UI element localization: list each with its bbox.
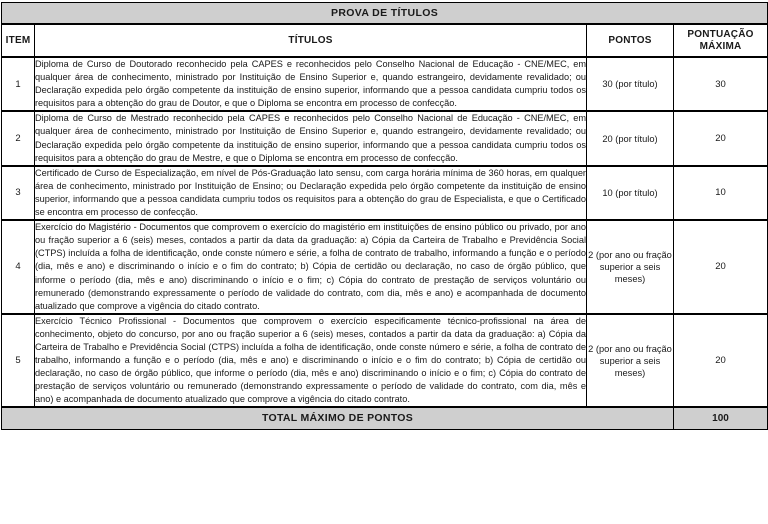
row-item-number: 2	[2, 111, 35, 165]
row-pontuacao-maxima-value: 20	[674, 111, 768, 165]
row-pontos-value: 2 (por ano ou fração superior a seis meses)	[587, 220, 674, 314]
row-titulo-text: Certificado de Curso de Especialização, em nível de Pós-Graduação lato sensu, com carga horária mínima de 360 horas, em qualquer área de conhecimento, ministrado por Instituição de Ensino; ou Declaração expedida pelo órgão competente da instituição de ensino superior, informando que a pessoa candidata cumpriu todos os requisitos para a obtenção do grau de Especialista, e que o Certificado se encontra em processo de confecção.	[35, 166, 587, 220]
table-total-row	[2, 407, 768, 430]
row-pontuacao-maxima-value: 20	[674, 314, 768, 408]
row-pontos-value: 30 (por título)	[587, 57, 674, 111]
table-banner-row	[2, 3, 768, 25]
column-header-pontos: PONTOS	[587, 24, 674, 57]
page-title: PROVA DE TÍTULOS	[2, 3, 768, 25]
prova-de-titulos-table	[1, 2, 768, 430]
table-row	[2, 220, 768, 314]
row-titulo-text: Diploma de Curso de Mestrado reconhecido pela CAPES e reconhecidos pelo Conselho Nacional de Educação - CNE/MEC, em qualquer área de conhecimento, ministrado por Instituição de Ensino Superior e, quando estrangeiro, devidamente revalidado; ou Declaração expedida pelo órgão competente da instituição de ensino superior, informando que a pessoa candidata cumpriu todos os requisitos para a obtenção do grau de Mestre, e que o Diploma se encontra em processo de confecção.	[35, 111, 587, 165]
row-pontuacao-maxima-value: 10	[674, 166, 768, 220]
row-titulo-text: Diploma de Curso de Doutorado reconhecido pela CAPES e reconhecidos pelo Conselho Nacional de Educação - CNE/MEC, em qualquer área de conhecimento, ministrado por Instituição de Ensino Superior e, quando estrangeiro, devidamente revalidado; ou Declaração expedida pelo órgão competente da instituição de ensino superior, informando que a pessoa candidata cumpriu todos os requisitos para a obtenção do grau de Doutor, e que o Diploma se encontra em processo de confecção.	[35, 57, 587, 111]
row-pontos-value: 2 (por ano ou fração superior a seis meses)	[587, 314, 674, 408]
column-header-item: ITEM	[2, 24, 35, 57]
row-pontuacao-maxima-value: 20	[674, 220, 768, 314]
row-item-number: 3	[2, 166, 35, 220]
row-titulo-text: Exercício do Magistério - Documentos que comprovem o exercício do magistério em instituições de ensino público ou privado, por ano ou fração superior a 6 (seis) meses, contados a partir da data da graduação: a) Cópia da Carteira de Trabalho e Previdência Social (CTPS) incluída a folha de identificação, onde conste número e série, a folha de contrato de trabalho, informando a função e o período (dia, mês e ano) e discriminando o início e o fim do contrato; b) Cópia de certidão ou declaração, no caso de órgão público, que informe o período (dia, mês e ano) discriminando o início e o fim; c) Cópia do contrato de prestação de serviços voluntário ou remunerado (demonstrando expressamente o período de validade do contrato, com dia, mês e ano) e acompanhada de documento atualizado que comprove a vigência do citado contrato.	[35, 220, 587, 314]
column-header-pontuacao-maxima	[674, 24, 768, 57]
row-titulo-text: Exercício Técnico Profissional - Documentos que comprovem o exercício especificamente técnico-profissional na área de conhecimento, objeto do concurso, por ano ou fração superior a 6 (seis) meses, contados a partir da data da graduação: a) Cópia da Carteira de Trabalho e Previdência Social (CTPS) incluída a folha de identificação, onde conste número e série, a folha de contrato de trabalho, informando a função e o período (dia, mês e ano) e discriminando o início e o fim do contrato; b) Cópia de certidão ou declaração, no caso de órgão público, que informe o período (dia, mês e ano) discriminando o início e o fim; c) Cópia do contrato de prestação de serviços voluntário ou remunerado (demonstrando expressamente o período de validade do contrato, com dia, mês e ano) e acompanhada de documento atualizado que comprove a vigência do citado contrato.	[35, 314, 587, 408]
table-header-row	[2, 24, 768, 57]
row-item-number: 5	[2, 314, 35, 408]
row-item-number: 4	[2, 220, 35, 314]
row-pontos-value: 20 (por título)	[587, 111, 674, 165]
table-row	[2, 166, 768, 220]
column-header-titulos: TÍTULOS	[35, 24, 587, 57]
table-row	[2, 111, 768, 165]
row-pontuacao-maxima-value: 30	[674, 57, 768, 111]
table-row	[2, 57, 768, 111]
column-header-pontuacao-maxima-line1: PONTUAÇÃO	[687, 29, 754, 40]
row-pontos-value: 10 (por título)	[587, 166, 674, 220]
total-label: TOTAL MÁXIMO DE PONTOS	[2, 407, 674, 430]
column-header-pontuacao-maxima-line2: MÁXIMA	[699, 40, 742, 52]
row-item-number: 1	[2, 57, 35, 111]
total-value: 100	[674, 407, 768, 430]
table-row	[2, 314, 768, 408]
